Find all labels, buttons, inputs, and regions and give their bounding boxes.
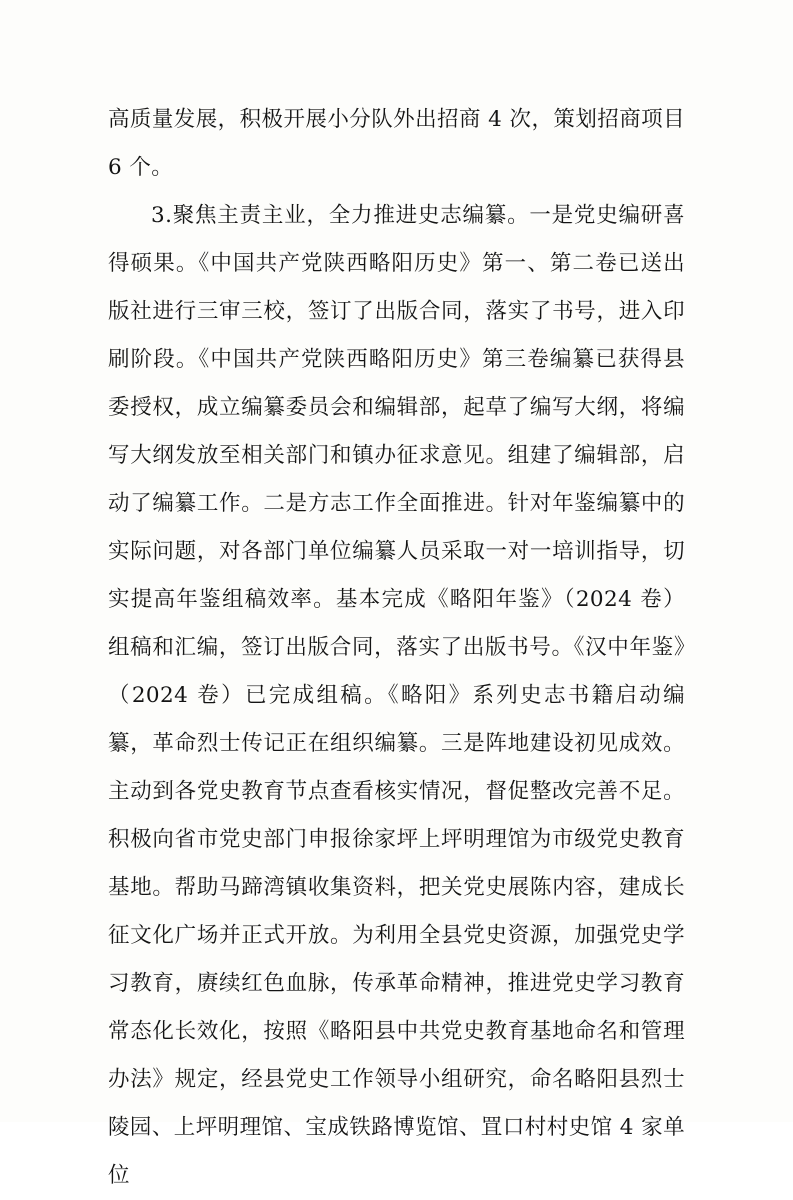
paragraph-1: 高质量发展，积极开展小分队外出招商 4 次，策划招商项目 6 个。 xyxy=(108,107,685,180)
document-body xyxy=(108,96,685,1200)
paragraph-2: 3.聚焦主责主业，全力推进史志编纂。一是党史编研喜得硕果。《中国共产党陕西略阳历史》第一、第二卷已送出版社进行三审三校，签订了出版合同，落实了书号，进入印刷阶段。《中国共产党陕西略阳历史》第三卷编纂已获得县委授权，成立编纂委员会和编辑部，起草了编写大纲，将编写大纲发放至相关部门和镇办征求意见。组建了编辑部，启动了编纂工作。二是方志工作全面推进。针对年鉴编纂中的实际问题，对各部门单位编纂人员采取一对一培训指导，切实提高年鉴组稿效率。基本完成《略阳年鉴》（2024 卷）组稿和汇编，签订出版合同，落实了出版书号。《汉中年鉴》（2024 卷）已完成组稿。《略阳》系列史志书籍启动编纂，革命烈士传记正在组织编纂。三是阵地建设初见成效。主动到各党史教育节点查看核实情况，督促整改完善不足。积极向省市党史部门申报徐家坪上坪明理馆为市级党史教育基地。帮助马蹄湾镇收集资料，把关党史展陈内容，建成长征文化广场并正式开放。为利用全县党史资源，加强党史学习教育，赓续红色血脉，传承革命精神，推进党史学习教育常态化长效化，按照《略阳县中共党史教育基地命名和管理办法》规定，经县党史工作领导小组研究，命名略阳县烈士陵园、上坪明理馆、宝成铁路博览馆、罝口村村史馆 4 家单位 xyxy=(108,203,685,1188)
